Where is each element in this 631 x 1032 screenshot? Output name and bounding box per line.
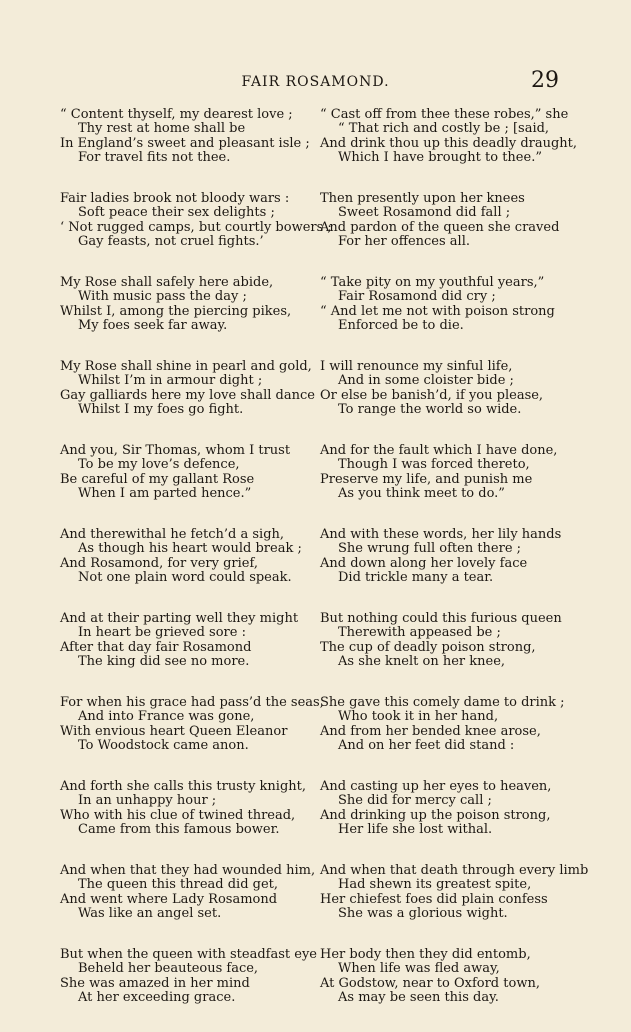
verse-line: Came from this famous bower. [78, 821, 280, 837]
verse-line: Not one plain word could speak. [78, 569, 292, 585]
verse-line: And at their parting well they might [60, 611, 299, 626]
stanza [320, 108, 595, 165]
verse-line: In an unhappy hour ; [78, 793, 217, 809]
stanza [320, 948, 595, 1005]
verse-line: The queen this thread did get, [78, 877, 279, 893]
verse-line: Whilst I’m in armour dight ; [78, 373, 263, 389]
verse-line: And into France was gone, [78, 709, 255, 725]
stanza [60, 192, 335, 249]
verse-line: And drinking up the poison strong, [320, 807, 551, 823]
verse-line: She was amazed in her mind [60, 975, 250, 991]
verse-line: In heart be grieved sore : [78, 625, 246, 641]
verse-line: And when that death through every limb [320, 863, 589, 878]
verse-line: With music pass the day ; [78, 289, 247, 305]
verse-line: And on her feet did stand : [338, 737, 515, 753]
stanza [320, 360, 595, 417]
verse-line: Be careful of my gallant Rose [60, 471, 255, 487]
verse-line: Fair ladies brook not bloody wars : [60, 191, 290, 206]
verse-line: To Woodstock came anon. [78, 737, 249, 753]
verse-line: She did for mercy call ; [338, 793, 492, 809]
verse-line: Who with his clue of twined thread, [60, 807, 296, 823]
verse-line: And in some cloister bide ; [338, 373, 514, 389]
stanza [60, 696, 335, 753]
verse-line: When life was fled away, [338, 961, 500, 977]
stanza [320, 276, 595, 333]
running-head-title: FAIR ROSAMOND. [241, 74, 390, 90]
stanza [320, 864, 595, 921]
verse-line: Or else be banish’d, if you please, [320, 387, 544, 403]
verse-line: At Godstow, near to Oxford town, [320, 975, 540, 991]
stanza [320, 780, 595, 837]
verse-line: And with these words, her lily hands [320, 527, 562, 542]
verse-line: My Rose shall shine in pearl and gold, [60, 359, 312, 374]
verse-line: Gay feasts, not cruel fights.’ [78, 233, 264, 249]
verse-line: And drink thou up this deadly draught, [320, 135, 578, 151]
verse-line: And from her bended knee arose, [320, 723, 541, 739]
stanza [60, 528, 335, 585]
verse-line: After that day fair Rosamond [60, 639, 252, 655]
right-column [320, 108, 595, 1032]
verse-line: The cup of deadly poison strong, [320, 639, 536, 655]
verse-line: As may be seen this day. [338, 989, 499, 1005]
verse-line: The king did see no more. [78, 653, 250, 669]
verse-line: Then presently upon her knees [320, 191, 525, 206]
stanza [60, 612, 335, 669]
verse-line: Beheld her beauteous face, [78, 961, 259, 977]
verse-line: Her chiefest foes did plain confess [320, 891, 548, 907]
verse-line: Was like an angel set. [78, 905, 222, 921]
verse-line: As you think meet to do.” [338, 485, 505, 501]
verse-line: With envious heart Queen Eleanor [60, 723, 288, 739]
verse-line: And Rosamond, for very grief, [60, 555, 258, 571]
verse-line: At her exceeding grace. [78, 989, 236, 1005]
verse-line: “ Content thyself, my dearest love ; [60, 107, 293, 122]
verse-line: For when his grace had pass’d the seas, [60, 695, 324, 710]
verse-line: For travel fits not thee. [78, 149, 231, 165]
verse-line: And you, Sir Thomas, whom I trust [60, 443, 291, 458]
verse-line: Therewith appeased be ; [338, 625, 501, 641]
verse-line: Thy rest at home shall be [78, 121, 246, 137]
verse-line: And went where Lady Rosamond [60, 891, 278, 907]
stanza [60, 948, 335, 1005]
verse-line: Sweet Rosamond did fall ; [338, 205, 511, 221]
verse-line: Gay galliards here my love shall dance [60, 387, 315, 403]
stanza [60, 780, 335, 837]
verse-line: ‘ Not rugged camps, but courtly bowers ; [60, 219, 332, 235]
verse-line: And casting up her eyes to heaven, [320, 779, 552, 794]
verse-line: “ Cast off from thee these robes,” she [320, 107, 569, 122]
verse-line: I will renounce my sinful life, [320, 359, 513, 374]
verse-line: And therewithal he fetch’d a sigh, [60, 527, 285, 542]
verse-line: She wrung full often there ; [338, 541, 522, 557]
verse-line: And down along her lovely face [320, 555, 528, 571]
verse-line: Had shewn its greatest spite, [338, 877, 532, 893]
stanza [320, 528, 595, 585]
verse-line: Her body then they did entomb, [320, 947, 531, 962]
stanza [60, 108, 335, 165]
verse-line: For her offences all. [338, 233, 470, 249]
stanza [320, 696, 595, 753]
verse-line: When I am parted hence.” [78, 485, 252, 501]
verse-line: Whilst I my foes go fight. [78, 401, 244, 417]
verse-line: And when that they had wounded him, [60, 863, 316, 878]
stanza [60, 360, 335, 417]
verse-line: Whilst I, among the piercing pikes, [60, 303, 292, 319]
verse-line: Fair Rosamond did cry ; [338, 289, 496, 305]
verse-line: Who took it in her hand, [338, 709, 499, 725]
page-number: 29 [531, 68, 559, 93]
verse-line: And pardon of the queen she craved [320, 219, 560, 235]
stanza [320, 444, 595, 501]
verse-line: As she knelt on her knee, [338, 653, 506, 669]
verse-line: My Rose shall safely here abide, [60, 275, 274, 290]
verse-line: “ Take pity on my youthful years,” [320, 275, 545, 290]
verse-line: Preserve my life, and punish me [320, 471, 533, 487]
verse-line: To range the world so wide. [338, 401, 522, 417]
verse-line: “ That rich and costly be ; [said, [338, 121, 550, 137]
stanza [60, 276, 335, 333]
verse-line: In England’s sweet and pleasant isle ; [60, 135, 310, 151]
stanza [320, 192, 595, 249]
verse-line: But when the queen with steadfast eye [60, 947, 317, 962]
verse-line: Soft peace their sex delights ; [78, 205, 275, 221]
verse-line: Did trickle many a tear. [338, 569, 494, 585]
stanza [320, 612, 595, 669]
verse-line: As though his heart would break ; [78, 541, 302, 557]
verse-line: Though I was forced thereto, [338, 457, 530, 473]
stanza [60, 864, 335, 921]
verse-line: Enforced be to die. [338, 317, 464, 333]
verse-line: Which I have brought to thee.” [338, 149, 542, 165]
verse-line: But nothing could this furious queen [320, 611, 562, 626]
verse-line: And for the fault which I have done, [320, 443, 558, 458]
verse-line: She was a glorious wight. [338, 905, 508, 921]
verse-line: To be my love’s defence, [78, 457, 240, 473]
stanza [60, 444, 335, 501]
verse-line: She gave this comely dame to drink ; [320, 695, 565, 710]
verse-line: And forth she calls this trusty knight, [60, 779, 307, 794]
verse-line: Her life she lost withal. [338, 821, 493, 837]
verse-line: My foes seek far away. [78, 317, 228, 333]
left-column [60, 108, 335, 1032]
verse-line: “ And let me not with poison strong [320, 303, 555, 319]
